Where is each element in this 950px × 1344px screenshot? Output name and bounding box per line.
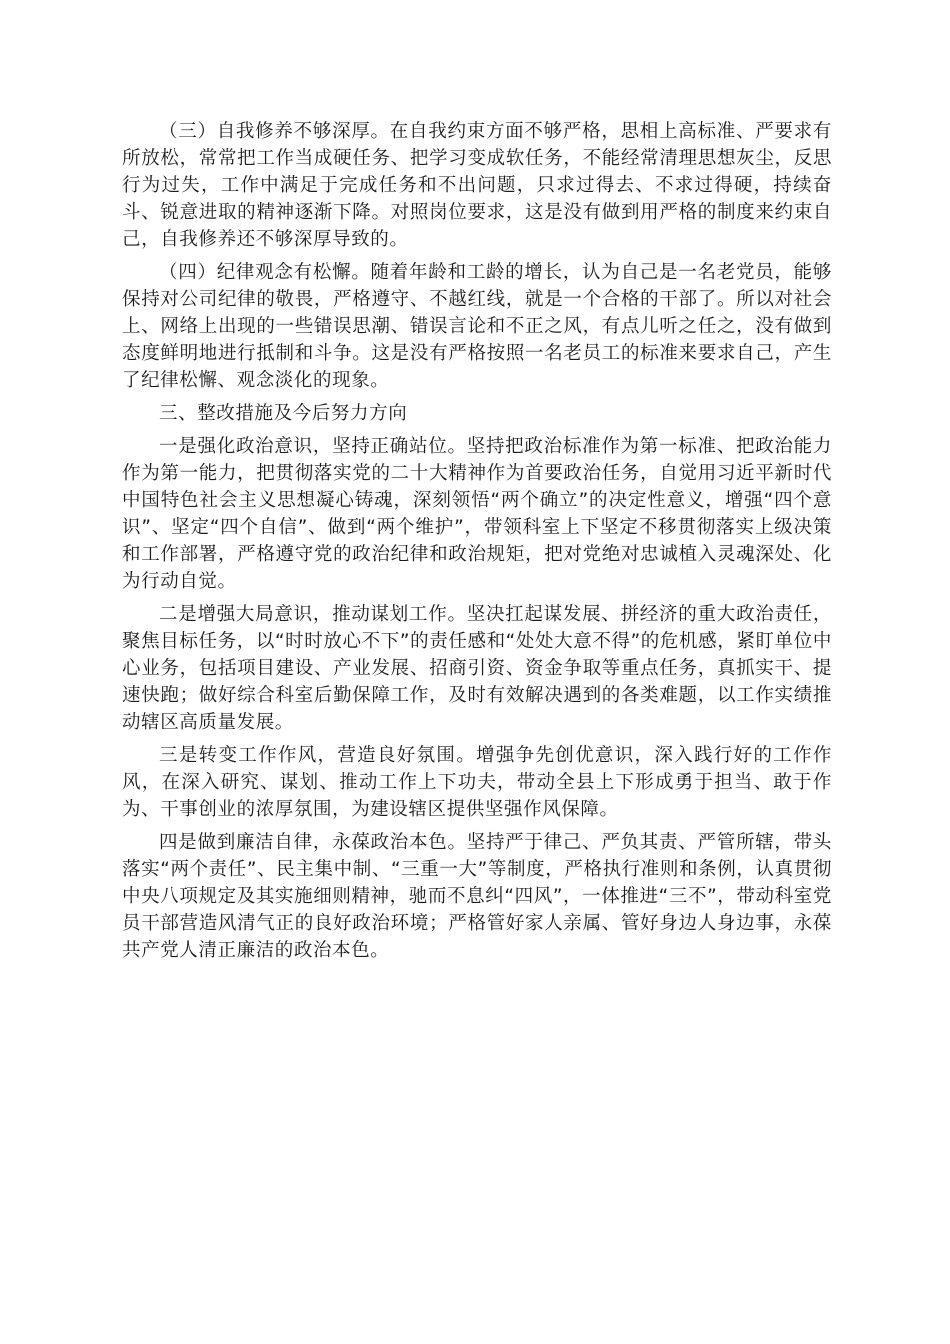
section-heading-rectification: 三、整改措施及今后努力方向 [159, 403, 408, 424]
paragraph-discipline: （四）纪律观念有松懈。随着年龄和工龄的增长，认为自己是一名老党员，能够保持对公司纪律的敬畏，严格遵守、不越红线，就是一个合格的干部了。所以对社会上、网络上出现的一些错误思潮、错误言论和不正之风，有点儿听之任之，没有做到态度鲜明地进行抵制和斗争。这是没有严格按照一名老员工的标准来要求自己，产生了纪律松懈、观念淡化的现象。 [122, 262, 832, 391]
paragraph-integrity: 四是做到廉洁自律，永葆政治本色。坚持严于律己、严负其责、严管所辖，带头落实“两个责任”、民主集中制、“三重一大”等制度，严格执行准则和条例，认真贯彻中央八项规定及其实施细则精神，驰而不息纠“四风”，一体推进“三不”，带动科室党员干部营造风清气正的良好政治环境；严格管好家人亲属、管好身边人身边事，永葆共产党人清正廉洁的政治本色。 [122, 832, 832, 961]
paragraph-work-style: 三是转变工作作风，营造良好氛围。增强争先创优意识，深入践行好的工作作风，在深入研究、谋划、推动工作上下功夫，带动全县上下形成勇于担当、敢于作为、干事创业的浓厚氛围，为建设辖区提供坚强作风保障。 [122, 745, 832, 820]
paragraph-political-awareness: 一是强化政治意识，坚持正确站位。坚持把政治标准作为第一标准、把政治能力作为第一能力，把贯彻落实党的二十大精神作为首要政治任务，自觉用习近平新时代中国特色社会主义思想凝心铸魂，深刻领悟“两个确立”的决定性意义，增强“四个意识”、坚定“四个自信”、做到“两个维护”，带领科室上下坚定不移贯彻落实上级决策和工作部署，严格遵守党的政治纪律和政治规矩，把对党绝对忠诚植入灵魂深处、化为行动自觉。 [122, 436, 832, 592]
document-body [122, 118, 832, 970]
paragraph-overall-awareness: 二是增强大局意识，推动谋划工作。坚决扛起谋发展、拼经济的重大政治责任，聚焦目标任务，以“时时放心不下”的责任感和“处处大意不得”的危机感，紧盯单位中心业务，包括项目建设、产业发展、招商引资、资金争取等重点任务，真抓实干、提速快跑；做好综合科室后勤保障工作，及时有效解决遇到的各类难题，以工作实绩推动辖区高质量发展。 [122, 604, 832, 733]
paragraph-self-cultivation: （三）自我修养不够深厚。在自我约束方面不够严格，思相上高标准、严要求有所放松，常常把工作当成硬任务、把学习变成软任务，不能经常清理思想灰尘，反思行为过失，工作中满足于完成任务和不出问题，只求过得去、不求过得硬，持续奋斗、锐意进取的精神逐渐下降。对照岗位要求，这是没有做到用严格的制度来约束自己，自我修养还不够深厚导致的。 [122, 121, 832, 250]
